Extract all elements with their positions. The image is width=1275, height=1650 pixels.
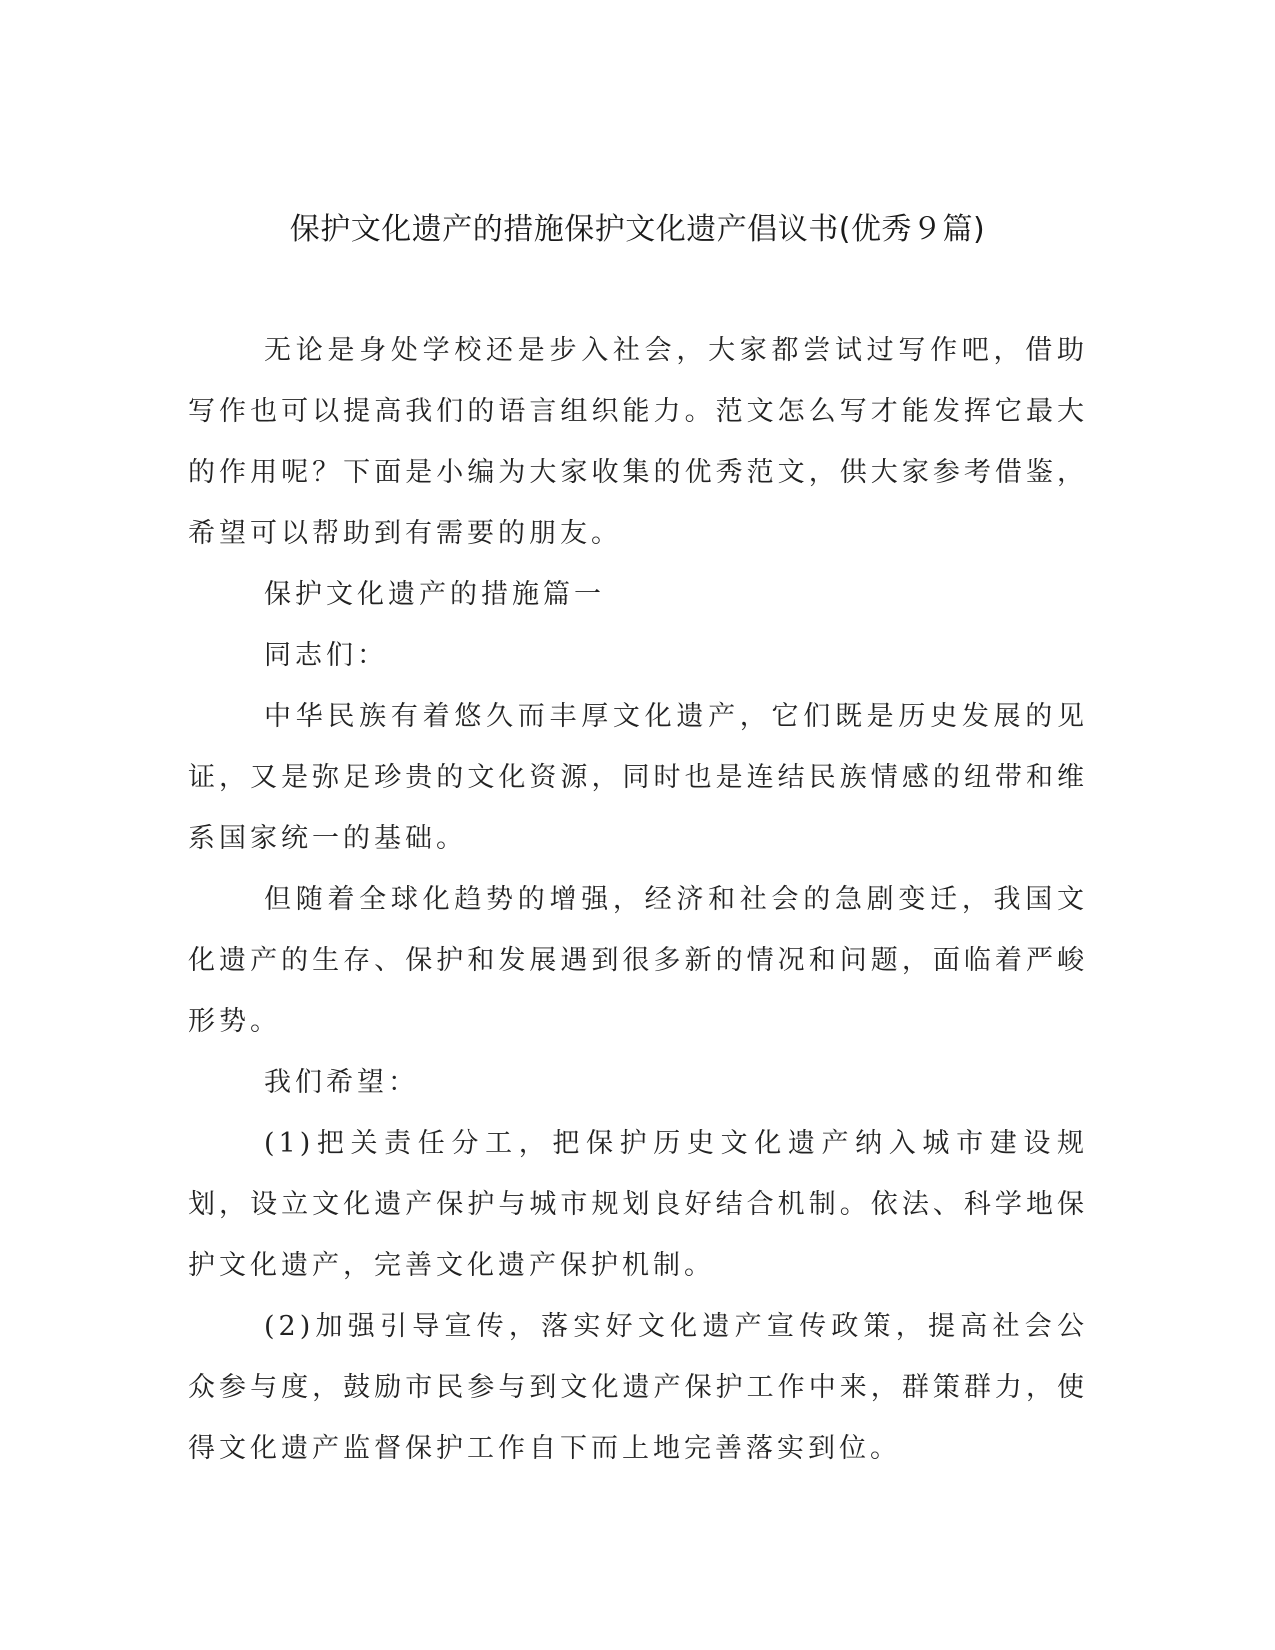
section-heading: 保护文化遗产的措施篇一 — [264, 579, 605, 610]
list-item: (2)加强引导宣传，落实好文化遗产宣传政策，提高社会公众参与度，鼓励市民参与到文化遗产保护工作中来，群策群力，使得文化遗产监督保护工作自下而上地完善落实到位。 — [188, 1311, 1088, 1464]
body-paragraph: 我们希望： — [264, 1067, 419, 1098]
intro-paragraph: 无论是身处学校还是步入社会，大家都尝试过写作吧，借助写作也可以提高我们的语言组织能力。范文怎么写才能发挥它最大的作用呢？下面是小编为大家收集的优秀范文，供大家参考借鉴，希望可以帮助到有需要的朋友。 — [188, 335, 1088, 549]
document-body — [188, 320, 1088, 1479]
body-paragraph: 但随着全球化趋势的增强，经济和社会的急剧变迁，我国文化遗产的生存、保护和发展遇到很多新的情况和问题，面临着严峻形势。 — [188, 884, 1088, 1037]
salutation: 同志们： — [264, 640, 388, 671]
body-paragraph: 中华民族有着悠久而丰厚文化遗产，它们既是历史发展的见证，又是弥足珍贵的文化资源，同时也是连结民族情感的纽带和维系国家统一的基础。 — [188, 701, 1088, 854]
list-item: (1)把关责任分工，把保护历史文化遗产纳入城市建设规划，设立文化遗产保护与城市规划良好结合机制。依法、科学地保护文化遗产，完善文化遗产保护机制。 — [188, 1128, 1088, 1281]
document-title: 保护文化遗产的措施保护文化遗产倡议书(优秀９篇) — [289, 212, 986, 247]
